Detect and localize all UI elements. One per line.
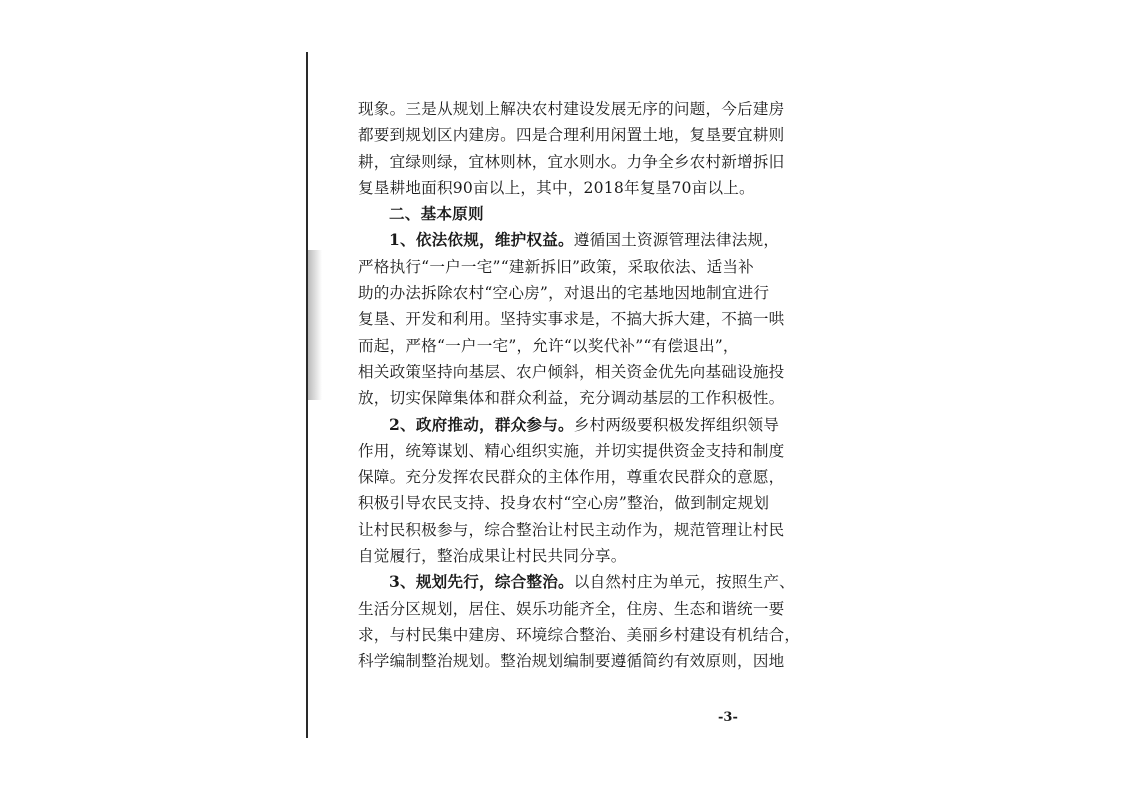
principle-3-title: 3、规划先行，综合整治。 — [389, 572, 574, 592]
paragraph-line: 作用，统筹谋划、精心组织实施，并切实提供资金支持和制度 — [358, 441, 785, 460]
paragraph-line: 积极引导农民支持、投身农村“空心房”整治，做到制定规划 — [358, 494, 770, 513]
paragraph-line: 都要到规划区内建房。四是合理利用闲置土地，复垦要宜耕则 — [358, 126, 785, 145]
principle-1-title: 1、依法依规，维护权益。 — [389, 230, 574, 250]
paragraph-line: 现象。三是从规划上解决农村建设发展无序的问题，今后建房 — [358, 100, 785, 118]
paragraph-line: 让村民积极参与，综合整治让村民主动作为，规范管理让村民 — [358, 520, 785, 539]
paragraph-line: 相关政策坚持向基层、农户倾斜，相关资金优先向基础设施投 — [358, 362, 785, 381]
principle-2-text: 乡村两级要积极发挥组织领导 — [573, 415, 780, 434]
paragraph-line: 严格执行“一户一宅”“建新拆旧”政策，采取依法、适当补 — [358, 257, 754, 276]
section-heading: 二、基本原则 — [389, 205, 484, 224]
paragraph-line: 科学编制整治规划。整治规划编制要遵循简约有效原则，因地 — [358, 652, 785, 671]
paragraph-line: 耕，宜绿则绿，宜林则林，宜水则水。力争全乡农村新增拆旧 — [358, 152, 785, 171]
paragraph-line: 放，切实保障集体和群众利益，充分调动基层的工作积极性。 — [358, 389, 785, 408]
paragraph-line: 求，与村民集中建房、环境综合整治、美丽乡村建设有机结合， — [358, 625, 801, 644]
principle-2-first-line — [358, 412, 780, 438]
principle-3-text: 以自然村庄为单元，按照生产、 — [573, 573, 795, 592]
principle-1-text: 遵循国土资源管理法律法规， — [573, 231, 780, 250]
principle-1-first-line — [358, 227, 780, 253]
page-number: -3- — [718, 710, 738, 725]
principle-3-first-line — [358, 569, 795, 595]
principle-2-title: 2、政府推动，群众参与。 — [389, 414, 574, 434]
document-body — [358, 96, 801, 675]
paragraph-line: 而起，严格“一户一宅”，允许“以奖代补”“有偿退出”， — [358, 336, 739, 355]
paragraph-line: 复垦耕地面积90亩以上，其中，2018年复垦70亩以上。 — [358, 178, 755, 197]
binding-shadow — [308, 250, 322, 400]
paragraph-line: 生活分区规划，居住、娱乐功能齐全，住房、生态和谐统一要 — [358, 599, 785, 618]
paragraph-line: 助的办法拆除农村“空心房”，对退出的宅基地因地制宜进行 — [358, 284, 770, 303]
paragraph-line: 自觉履行，整治成果让村民共同分享。 — [358, 547, 627, 566]
paragraph-line: 保障。充分发挥农民群众的主体作用，尊重农民群众的意愿， — [358, 468, 785, 487]
paragraph-line: 复垦、开发和利用。坚持实事求是，不搞大拆大建，不搞一哄 — [358, 310, 785, 329]
